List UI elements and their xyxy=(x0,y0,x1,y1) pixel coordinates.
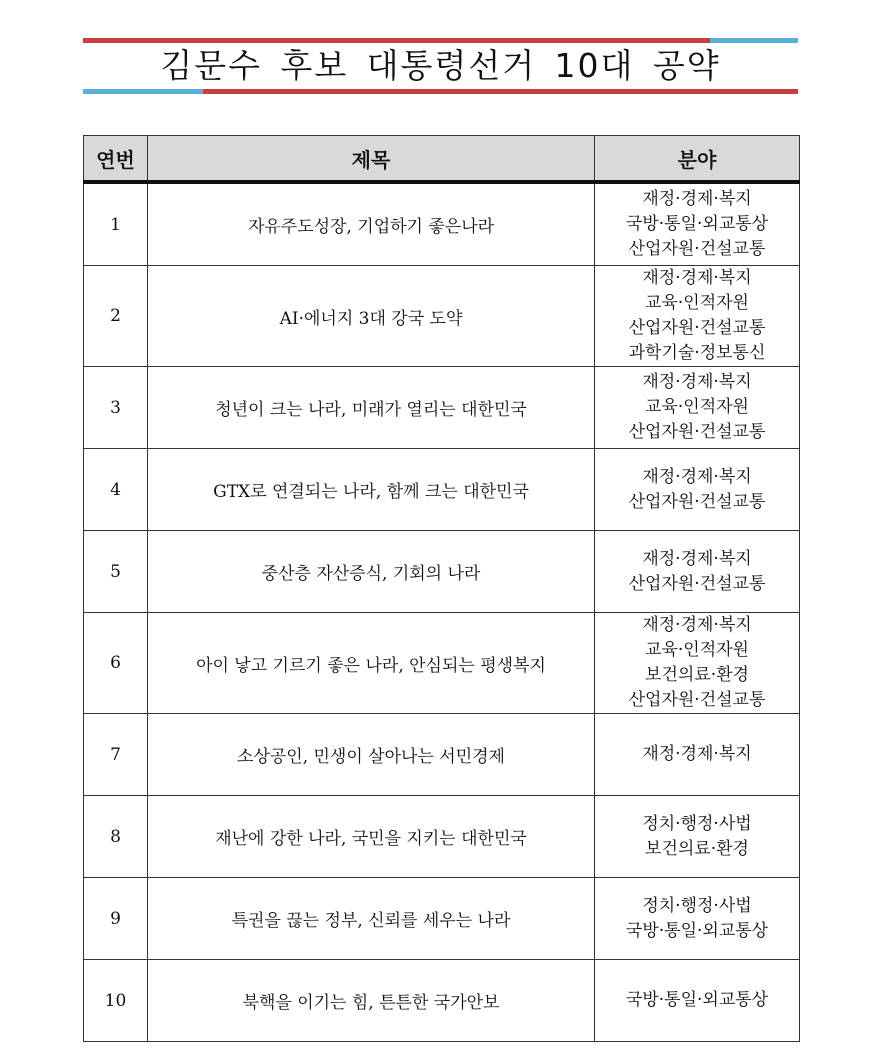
table-row xyxy=(84,449,800,531)
row-number: 6 xyxy=(84,613,148,714)
field-item: 재정·경제·복지 xyxy=(642,466,752,487)
field-item: 산업자원·건설교통 xyxy=(628,318,766,338)
field-item: 과학기술·정보통신 xyxy=(628,343,766,363)
field-item: 재정·경제·복지 xyxy=(642,372,752,392)
field-item: 산업자원·건설교통 xyxy=(628,422,766,442)
table-row xyxy=(84,182,800,266)
field-item: 국방·통일·외교통상 xyxy=(625,214,769,234)
field-item: 재정·경제·복지 xyxy=(642,548,752,569)
header-fields: 분야 xyxy=(595,136,800,183)
field-item: 산업자원·건설교통 xyxy=(628,491,766,512)
field-item: 산업자원·건설교통 xyxy=(628,573,766,594)
table-row xyxy=(84,878,800,960)
table-row xyxy=(84,266,800,367)
decorative-bar-bottom-blue xyxy=(83,89,203,94)
row-title: 자유주도성장, 기업하기 좋은나라 xyxy=(148,182,595,266)
row-fields xyxy=(595,613,800,714)
field-item: 산업자원·건설교통 xyxy=(628,690,766,710)
row-title: 북핵을 이기는 힘, 튼튼한 국가안보 xyxy=(148,960,595,1042)
table-row xyxy=(84,796,800,878)
row-title: 중산층 자산증식, 기회의 나라 xyxy=(148,531,595,613)
row-number: 8 xyxy=(84,796,148,878)
field-item: 보건의료·환경 xyxy=(645,838,749,859)
row-number: 1 xyxy=(84,182,148,266)
field-item: 국방·통일·외교통상 xyxy=(625,920,769,941)
field-item: 산업자원·건설교통 xyxy=(628,239,766,259)
row-title: AI·에너지 3대 강국 도약 xyxy=(148,266,595,367)
row-title: 소상공인, 민생이 살아나는 서민경제 xyxy=(148,714,595,796)
field-item: 재정·경제·복지 xyxy=(642,268,752,288)
row-number: 10 xyxy=(84,960,148,1042)
row-number: 7 xyxy=(84,714,148,796)
header-number: 연번 xyxy=(84,136,148,183)
row-number: 9 xyxy=(84,878,148,960)
table-row xyxy=(84,367,800,449)
row-fields xyxy=(595,367,800,449)
header-title: 제목 xyxy=(148,136,595,183)
field-item: 교육·인적자원 xyxy=(645,293,749,313)
row-number: 3 xyxy=(84,367,148,449)
table-row xyxy=(84,613,800,714)
row-title: 아이 낳고 기르기 좋은 나라, 안심되는 평생복지 xyxy=(148,613,595,714)
decorative-bar-bottom-red xyxy=(203,89,798,94)
field-item: 교육·인적자원 xyxy=(645,397,749,417)
row-fields xyxy=(595,266,800,367)
field-item: 국방·통일·외교통상 xyxy=(625,990,769,1010)
page-title: 김문수 후보 대통령선거 10대 공약 xyxy=(160,46,721,85)
row-number: 5 xyxy=(84,531,148,613)
row-fields xyxy=(595,878,800,960)
table-row xyxy=(84,531,800,613)
row-fields xyxy=(595,796,800,878)
row-number: 4 xyxy=(84,449,148,531)
row-number: 2 xyxy=(84,266,148,367)
title-banner xyxy=(83,38,798,94)
row-fields xyxy=(595,182,800,266)
field-item: 보건의료·환경 xyxy=(645,665,749,685)
field-item: 정치·행정·사법 xyxy=(642,813,752,834)
field-item: 재정·경제·복지 xyxy=(642,189,752,209)
row-title: 특권을 끊는 정부, 신뢰를 세우는 나라 xyxy=(148,878,595,960)
row-fields xyxy=(595,449,800,531)
row-fields xyxy=(595,531,800,613)
row-title: 청년이 크는 나라, 미래가 열리는 대한민국 xyxy=(148,367,595,449)
field-item: 교육·인적자원 xyxy=(645,640,749,660)
table-row xyxy=(84,960,800,1042)
table-header-row xyxy=(84,136,800,183)
field-item: 재정·경제·복지 xyxy=(642,615,752,635)
row-fields xyxy=(595,714,800,796)
field-item: 정치·행정·사법 xyxy=(642,895,752,916)
row-fields xyxy=(595,960,800,1042)
field-item: 재정·경제·복지 xyxy=(642,744,752,764)
table-body xyxy=(84,182,800,1042)
row-title: GTX로 연결되는 나라, 함께 크는 대한민국 xyxy=(148,449,595,531)
table-row xyxy=(84,714,800,796)
row-title: 재난에 강한 나라, 국민을 지키는 대한민국 xyxy=(148,796,595,878)
pledges-table xyxy=(83,135,800,1042)
